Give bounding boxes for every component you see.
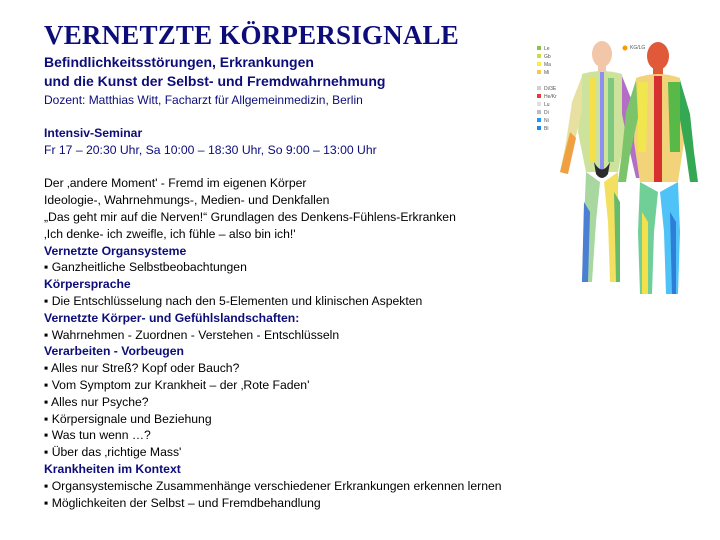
subtitle-line-2: und die Kunst der Selbst- und Fremdwahrnehmung	[44, 73, 386, 89]
section-item: ▪ Wahrnehmen - Zuordnen - Verstehen - Entschlüsseln	[44, 327, 340, 342]
seminar-times: Fr 17 – 20:30 Uhr, Sa 10:00 – 18:30 Uhr, So 9:00 – 13:00 Uhr	[44, 142, 377, 157]
intro-line: ‚Ich denke- ich zweifle, ich fühle – also bin ich!'	[44, 226, 296, 241]
intro-line: „Das geht mir auf die Nerven!“ Grundlagen des Denkens-Fühlens-Erkranken	[44, 209, 456, 224]
section-item: ▪ Die Entschlüsselung nach den 5-Elementen und klinischen Aspekten	[44, 293, 423, 308]
section-item: ▪ Alles nur Streß? Kopf oder Bauch?	[44, 361, 240, 376]
section-heading: Vernetzte Körper- und Gefühlslandschaften:	[44, 310, 300, 325]
seminar-content	[44, 125, 604, 511]
section-item: ▪ Alles nur Psyche?	[44, 394, 149, 409]
section-item: ▪ Vom Symptom zur Krankheit – der ‚Rote Faden'	[44, 377, 310, 392]
section-item: ▪ Organsystemische Zusammenhänge verschiedener Erkrankungen erkennen lernen	[44, 478, 502, 493]
section-item: ▪ Was tun wenn …?	[44, 428, 151, 443]
back-figure	[618, 42, 698, 294]
section-item: ▪ Ganzheitliche Selbstbeobachtungen	[44, 260, 247, 275]
intro-line: Ideologie-, Wahrnehmungs-, Medien- und Denkfallen	[44, 193, 330, 208]
body-figures-graphic	[530, 32, 710, 312]
section-heading: Körpersprache	[44, 277, 131, 292]
section-heading: Krankheiten im Kontext	[44, 461, 181, 476]
legend-label: He/Kr	[544, 94, 557, 100]
subtitle-line-1: Befindlichkeitsstörungen, Erkrankungen	[44, 54, 314, 70]
legend-label: Le	[544, 46, 550, 52]
lecturer-line: Dozent: Matthias Witt, Facharzt für Allgemeinmedizin, Berlin	[44, 93, 363, 107]
intro-line: Der ‚andere Moment' - Fremd im eigenen Körper	[44, 176, 307, 191]
front-figure	[560, 41, 644, 282]
section-heading: Vernetzte Organsysteme	[44, 243, 187, 258]
body-meridian-illustration	[530, 32, 710, 312]
legend-label: Di	[544, 110, 549, 116]
legend-label: Di/3E	[544, 86, 557, 92]
legend-right-label: KG/LG	[630, 45, 646, 51]
section-item: ▪ Körpersignale und Beziehung	[44, 411, 212, 426]
legend-right-swatch	[623, 46, 628, 51]
legend-label: Mi	[544, 70, 550, 76]
seminar-heading: Intensiv-Seminar	[44, 126, 143, 140]
legend-label: Ni	[544, 118, 549, 124]
section-item: ▪ Möglichkeiten der Selbst – und Fremdbehandlung	[44, 495, 321, 510]
legend-label: Gb	[544, 54, 551, 60]
legend-label: Bl	[544, 126, 549, 132]
page-title: VERNETZTE KÖRPERSIGNALE	[44, 20, 459, 50]
legend-label: Ma	[544, 62, 551, 68]
spacer	[44, 159, 604, 176]
legend-label: Lu	[544, 102, 550, 108]
legend-left	[537, 46, 541, 130]
section-heading: Verarbeiten - Vorbeugen	[44, 344, 184, 359]
legend-left-labels	[544, 45, 557, 133]
section-item: ▪ Über das ‚richtige Mass'	[44, 445, 182, 460]
